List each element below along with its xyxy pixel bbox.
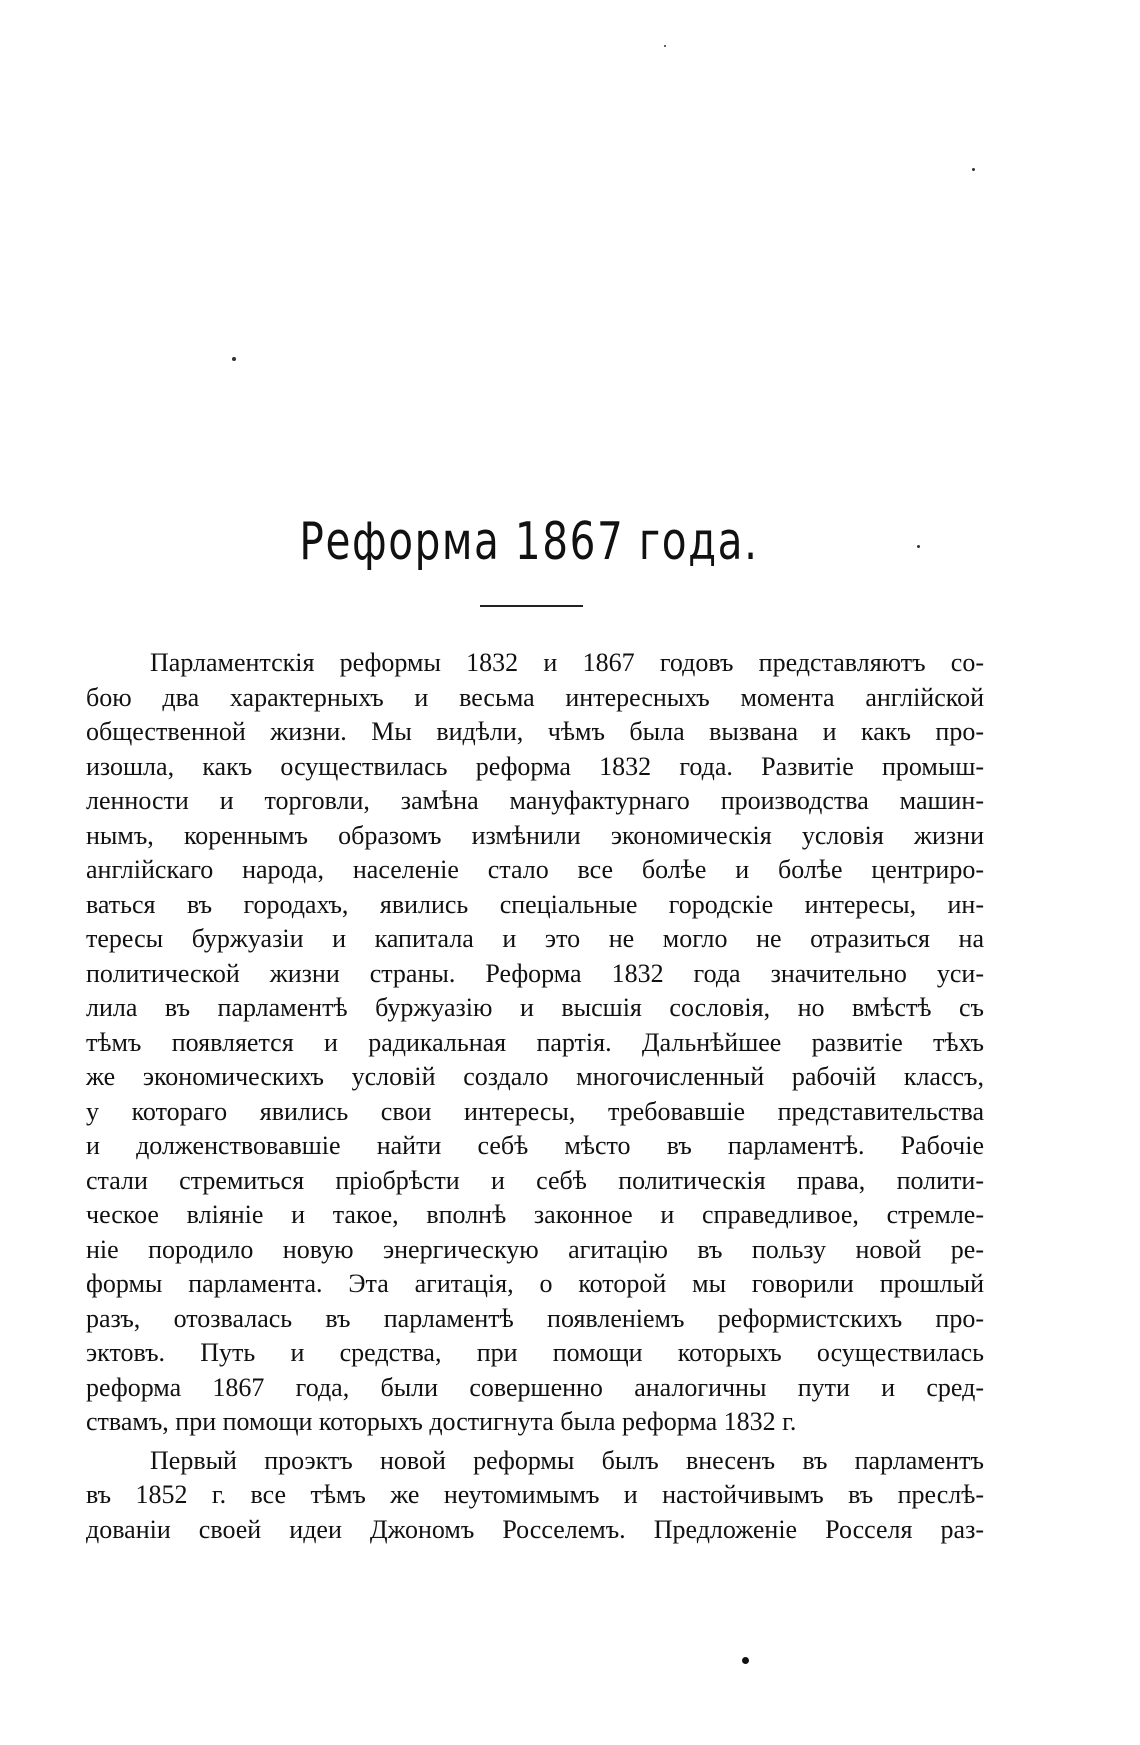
- text-line: лила въ парламентѣ буржуазію и высшія сословія, но вмѣстѣ съ: [86, 993, 984, 1022]
- text-line: ческое вліяніе и такое, вполнѣ законное и справедливое, стремле-: [86, 1200, 984, 1229]
- text-line: дованіи своей идеи Джономъ Росселемъ. Предложеніе Росселя раз-: [86, 1514, 984, 1544]
- text-line: у котораго явились свои интересы, требовавшіе представительства: [86, 1096, 984, 1126]
- scan-speck: [232, 357, 236, 361]
- text-line: англійскаго народа, населеніе стало все болѣе и болѣе центриро-: [86, 855, 984, 884]
- text-line: же экономическихъ условій создало многочисленный рабочій классъ,: [86, 1062, 984, 1091]
- text-line: реформа 1867 года, были совершенно аналогичны пути и сред-: [86, 1372, 984, 1402]
- text-line: стали стремиться пріобрѣсти и себѣ политическія права, полити-: [86, 1165, 984, 1195]
- text-line: политической жизни страны. Реформа 1832 года значительно уси-: [86, 958, 984, 988]
- text-line: бою два характерныхъ и весьма интересныхъ момента англійской: [86, 682, 984, 712]
- text-line: ніе породило новую энергическую агитацію въ пользу новой ре-: [86, 1234, 984, 1264]
- text-line: въ 1852 г. все тѣмъ же неутомимымъ и настойчивымъ въ преслѣ-: [86, 1480, 984, 1509]
- body-text: [86, 646, 984, 1547]
- text-line: Первый проэктъ новой реформы былъ внесенъ въ парламентъ: [150, 1445, 984, 1475]
- scan-speck: [972, 168, 975, 171]
- chapter-title: Реформа 1867 года.: [299, 512, 759, 572]
- text-line: формы парламента. Эта агитація, о которой мы говорили прошлый: [86, 1269, 984, 1298]
- text-line: разъ, отозвалась въ парламентѣ появленіемъ реформистскихъ про-: [86, 1303, 984, 1333]
- text-line: Парламентскія реформы 1832 и 1867 годовъ представляютъ со-: [150, 648, 984, 677]
- text-line: нымъ, кореннымъ образомъ измѣнили экономическія условія жизни: [86, 820, 984, 850]
- text-line: изошла, какъ осуществилась реформа 1832 года. Развитіе промыш-: [86, 751, 984, 781]
- text-line: и долженствовавшіе найти себѣ мѣсто въ парламентѣ. Рабочіе: [86, 1131, 984, 1160]
- text-line: ленности и торговли, замѣна мануфактурнаго производства машин-: [86, 786, 984, 815]
- page-mark-dot: [742, 1657, 749, 1664]
- text-line: тересы буржуазіи и капитала и это не могло не отразиться на: [86, 924, 984, 953]
- text-line: общественной жизни. Мы видѣли, чѣмъ была вызвана и какъ про-: [86, 717, 984, 746]
- text-line: эктовъ. Путь и средства, при помощи которыхъ осуществилась: [86, 1338, 984, 1367]
- text-line: тѣмъ появляется и радикальная партія. Дальнѣйшее развитіе тѣхъ: [86, 1027, 984, 1057]
- paragraph-1: [86, 646, 984, 1440]
- paragraph-2: [86, 1444, 984, 1548]
- text-line: ваться въ городахъ, явились спеціальные городскіе интересы, ин-: [86, 889, 984, 919]
- title-divider: [480, 605, 583, 607]
- scan-speck: [664, 45, 666, 47]
- text-line: ствамъ, при помощи которыхъ достигнута была реформа 1832 г.: [86, 1407, 797, 1436]
